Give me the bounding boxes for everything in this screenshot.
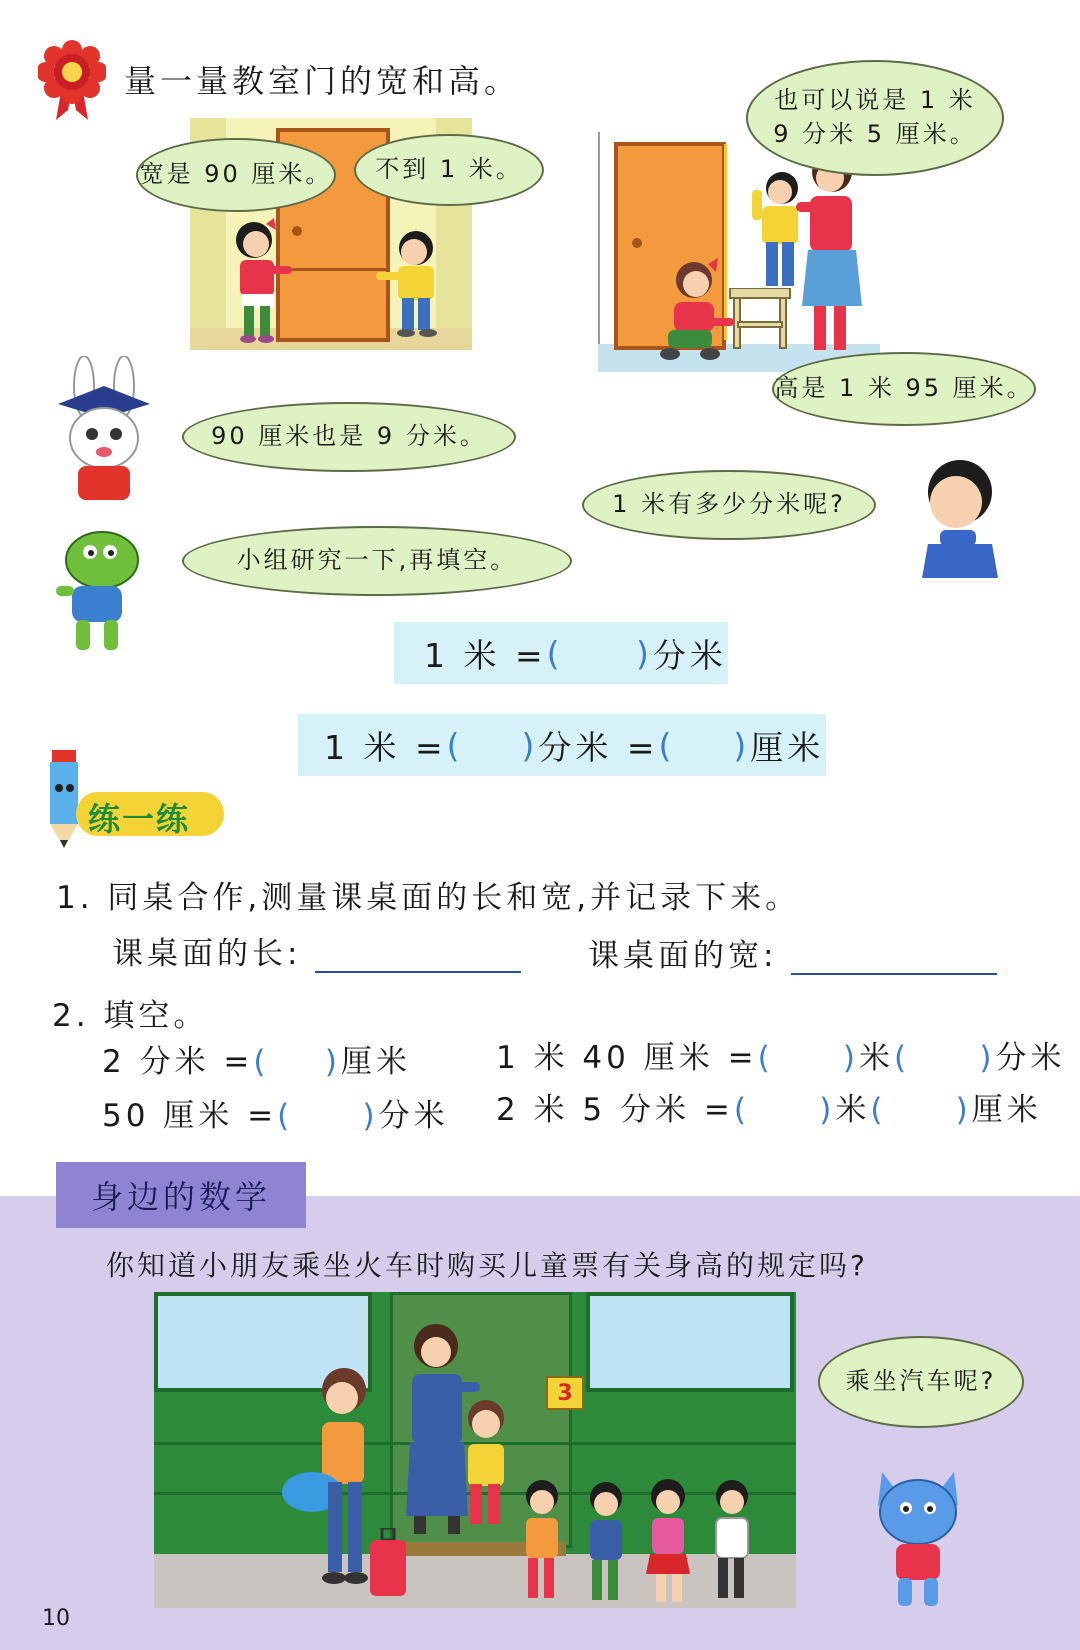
bubble-also-text (773, 84, 976, 151)
formula-2-blank-2: ( ) (658, 725, 751, 765)
suitcase (368, 1528, 408, 1602)
speech-bubble-width (136, 138, 336, 212)
boy-head-figure (914, 458, 1004, 582)
speech-bubble-bus (818, 1336, 1024, 1428)
fill-c-blank-1[interactable]: ( ) (757, 1040, 860, 1076)
bubble-also-line1: 也可以说是 1 米 (774, 86, 976, 115)
desk-width-label: 课桌面的宽: (588, 938, 778, 974)
practice-header (34, 748, 224, 852)
speech-bubble-boy (582, 470, 876, 540)
desk-width-answer-line[interactable] (791, 943, 997, 975)
formula-box-2 (298, 714, 826, 776)
math-around-tag (56, 1162, 306, 1228)
bubble-frog-text: 小组研究一下,再填空。 (236, 546, 518, 575)
rabbit-mascot-figure (48, 356, 158, 510)
fill-a-blank[interactable]: ( ) (253, 1044, 342, 1080)
carriage-number: 3 (557, 1380, 573, 1406)
fill-d-unit: 厘米 (971, 1092, 1042, 1128)
bubble-boy-text: 1 米有多少分米呢? (612, 490, 846, 519)
small-boy-figure (456, 1396, 516, 1536)
fill-a-unit: 厘米 (341, 1044, 412, 1080)
speech-bubble-height (772, 352, 1036, 426)
fill-blank-c (496, 1032, 1066, 1077)
boy-figure (376, 226, 446, 342)
speech-bubble-rabbit (182, 402, 516, 472)
bubble-height-text: 高是 1 米 95 厘米。 (774, 374, 1034, 403)
door-knob-icon (632, 238, 642, 248)
door-knob-icon (292, 226, 302, 236)
question-1: 1. 同桌合作,测量课桌面的长和宽,并记录下来。 (56, 880, 801, 916)
math-around-question: 你知道小朋友乘坐火车时购买儿童票有关身高的规定吗? (106, 1249, 868, 1282)
desk-length-label: 课桌面的长: (112, 936, 302, 972)
bubble-width-text: 宽是 90 厘米。 (139, 160, 333, 189)
formula-1-blank: ( ) (546, 633, 653, 673)
desk-length-row (112, 928, 521, 973)
formula-2-mid: 分米 = (538, 727, 659, 767)
fill-c-unit: 分米 (995, 1040, 1066, 1076)
bubble-rabbit-text: 90 厘米也是 9 分米。 (211, 422, 487, 451)
speech-bubble-frog (182, 526, 572, 596)
fill-d-blank-2[interactable]: ( ) (870, 1092, 972, 1128)
bubble-bus-text: 乘坐汽车呢? (845, 1367, 997, 1396)
page-number: 10 (42, 1606, 70, 1631)
question-2: 2. 填空。 (52, 998, 209, 1034)
fill-b-left: 50 厘米 = (102, 1098, 278, 1134)
fill-c-left: 1 米 40 厘米 = (496, 1040, 758, 1076)
fill-blank-a (102, 1036, 411, 1081)
formula-2-unit: 厘米 (750, 727, 825, 767)
crouching-girl-figure (654, 258, 734, 372)
practice-title: 练一练 (88, 800, 191, 838)
train-window (586, 1292, 794, 1392)
desk-length-answer-line[interactable] (315, 941, 521, 973)
speech-bubble-under-1m (354, 134, 544, 206)
fill-d-left: 2 米 5 分米 = (496, 1092, 734, 1128)
blue-cat-mascot-figure (868, 1462, 968, 1616)
formula-2-left: 1 米 = (324, 727, 447, 767)
math-around-tag-text: 身边的数学 (90, 1178, 271, 1216)
fill-c-mid: 米 (859, 1040, 895, 1076)
formula-1-left: 1 米 = (424, 635, 547, 675)
fill-c-blank-2[interactable]: ( ) (894, 1040, 996, 1076)
fill-d-mid: 米 (835, 1092, 871, 1128)
fill-blank-b (102, 1090, 449, 1135)
carriage-number-plate (546, 1376, 584, 1410)
bubble-also-line2: 9 分米 5 厘米。 (773, 120, 977, 148)
section-title: 量一量教室门的宽和高。 (124, 62, 521, 100)
fill-b-unit: 分米 (378, 1098, 449, 1134)
fill-a-left: 2 分米 = (102, 1044, 254, 1080)
formula-2-blank-1: ( ) (446, 725, 539, 765)
mother-figure (796, 150, 866, 364)
bubble-under-text: 不到 1 米。 (375, 155, 523, 184)
desk-width-row (588, 930, 997, 975)
formula-box-1 (394, 622, 728, 684)
stool (728, 288, 792, 354)
fill-d-blank-1[interactable]: ( ) (733, 1092, 836, 1128)
children-group-figure (514, 1474, 774, 1614)
rosette-icon (38, 38, 106, 122)
speech-bubble-also (746, 60, 1004, 176)
formula-1-unit: 分米 (652, 635, 727, 675)
fill-b-blank[interactable]: ( ) (277, 1098, 379, 1134)
fill-blank-d (496, 1084, 1042, 1129)
frog-mascot-figure (46, 526, 146, 660)
girl-figure (226, 218, 292, 348)
